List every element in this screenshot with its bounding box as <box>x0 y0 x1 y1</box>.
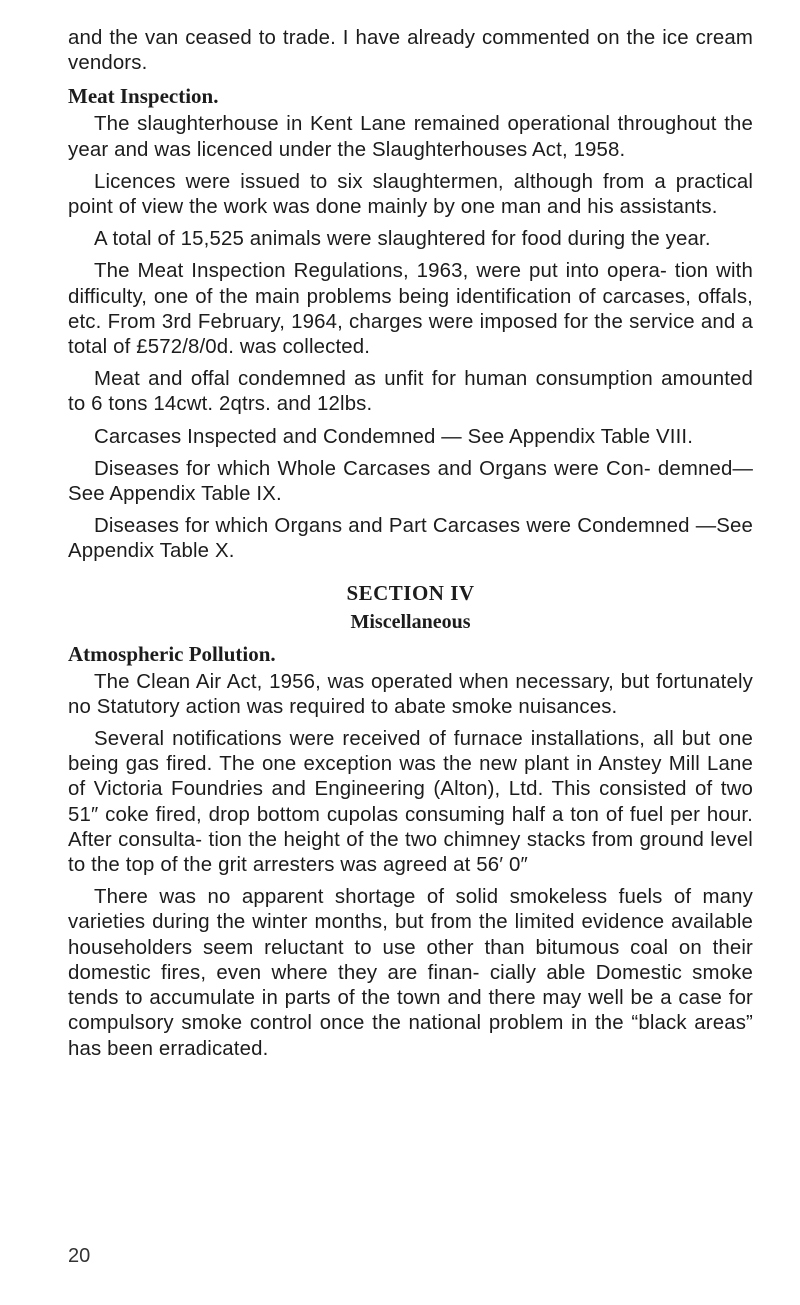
meat-paragraph-3: A total of 15,525 animals were slaughtered for food during the year. <box>94 228 711 251</box>
meat-paragraph-2: Licences were issued to six slaughtermen, although from a practical point of view the work was done mainly by one man and his assistants. <box>68 170 753 219</box>
section-subtitle: Miscellaneous <box>350 610 471 633</box>
pollution-paragraph-3: There was no apparent shortage of solid smokeless fuels of many varieties during the winter months, but from the limited evidence available householders seem reluctant to use other than bitumous coal on their domestic fires, even where they are finan- cially able Domestic smoke tends to accumulate in parts of the town and there may well be a case for compulsory smoke control once the national problem in the “black areas” has been erradicated. <box>68 886 753 1060</box>
meat-paragraph-4: The Meat Inspection Regulations, 1963, were put into opera- tion with difficulty, one of the main problems being identification of carcases, offals, etc. From 3rd February, 1964, charges were imposed for the service and a total of £572/8/0d. was collected. <box>68 260 753 359</box>
atmospheric-pollution-heading: Atmospheric Pollution. <box>68 641 276 666</box>
meat-inspection-heading: Meat Inspection. <box>68 84 219 109</box>
meat-paragraph-6: Carcases Inspected and Condemned — See Appendix Table VIII. <box>94 425 694 448</box>
pollution-paragraph-1: The Clean Air Act, 1956, was operated when necessary, but fortunately no Statutory action was required to abate smoke nuisances. <box>68 670 753 718</box>
meat-paragraph-8: Diseases for which Organs and Part Carcases were Condemned —See Appendix Table X. <box>68 515 753 563</box>
page-number: 20 <box>68 1245 91 1267</box>
meat-paragraph-1: The slaughterhouse in Kent Lane remained operational throughout the year and was licenced under the Slaughterhouses Act, 1958. <box>68 113 753 161</box>
pollution-paragraph-2: Several notifications were received of furnace installations, all but one being gas fired. The one exception was the new plant in Anstey Mill Lane of Victoria Foundries and Engineering (Alton), Ltd. This consisted of two 51″ coke fired, drop bottom cupolas consuming half a ton of fuel per hour. After consulta- tion the height of the two chimney stacks from ground level to the top of the grit arresters was agreed at 56′ 0″ <box>68 728 753 877</box>
document-page <box>68 26 753 1069</box>
meat-paragraph-5: Meat and offal condemned as unfit for human consumption amounted to 6 tons 14cwt. 2qtrs. and 12lbs. <box>68 368 753 416</box>
section-title: SECTION IV <box>346 580 475 605</box>
meat-paragraph-7: Diseases for which Whole Carcases and Organs were Con- demned—See Appendix Table IX. <box>68 457 753 506</box>
intro-paragraph: and the van ceased to trade. I have already commented on the ice cream vendors. <box>68 27 753 75</box>
